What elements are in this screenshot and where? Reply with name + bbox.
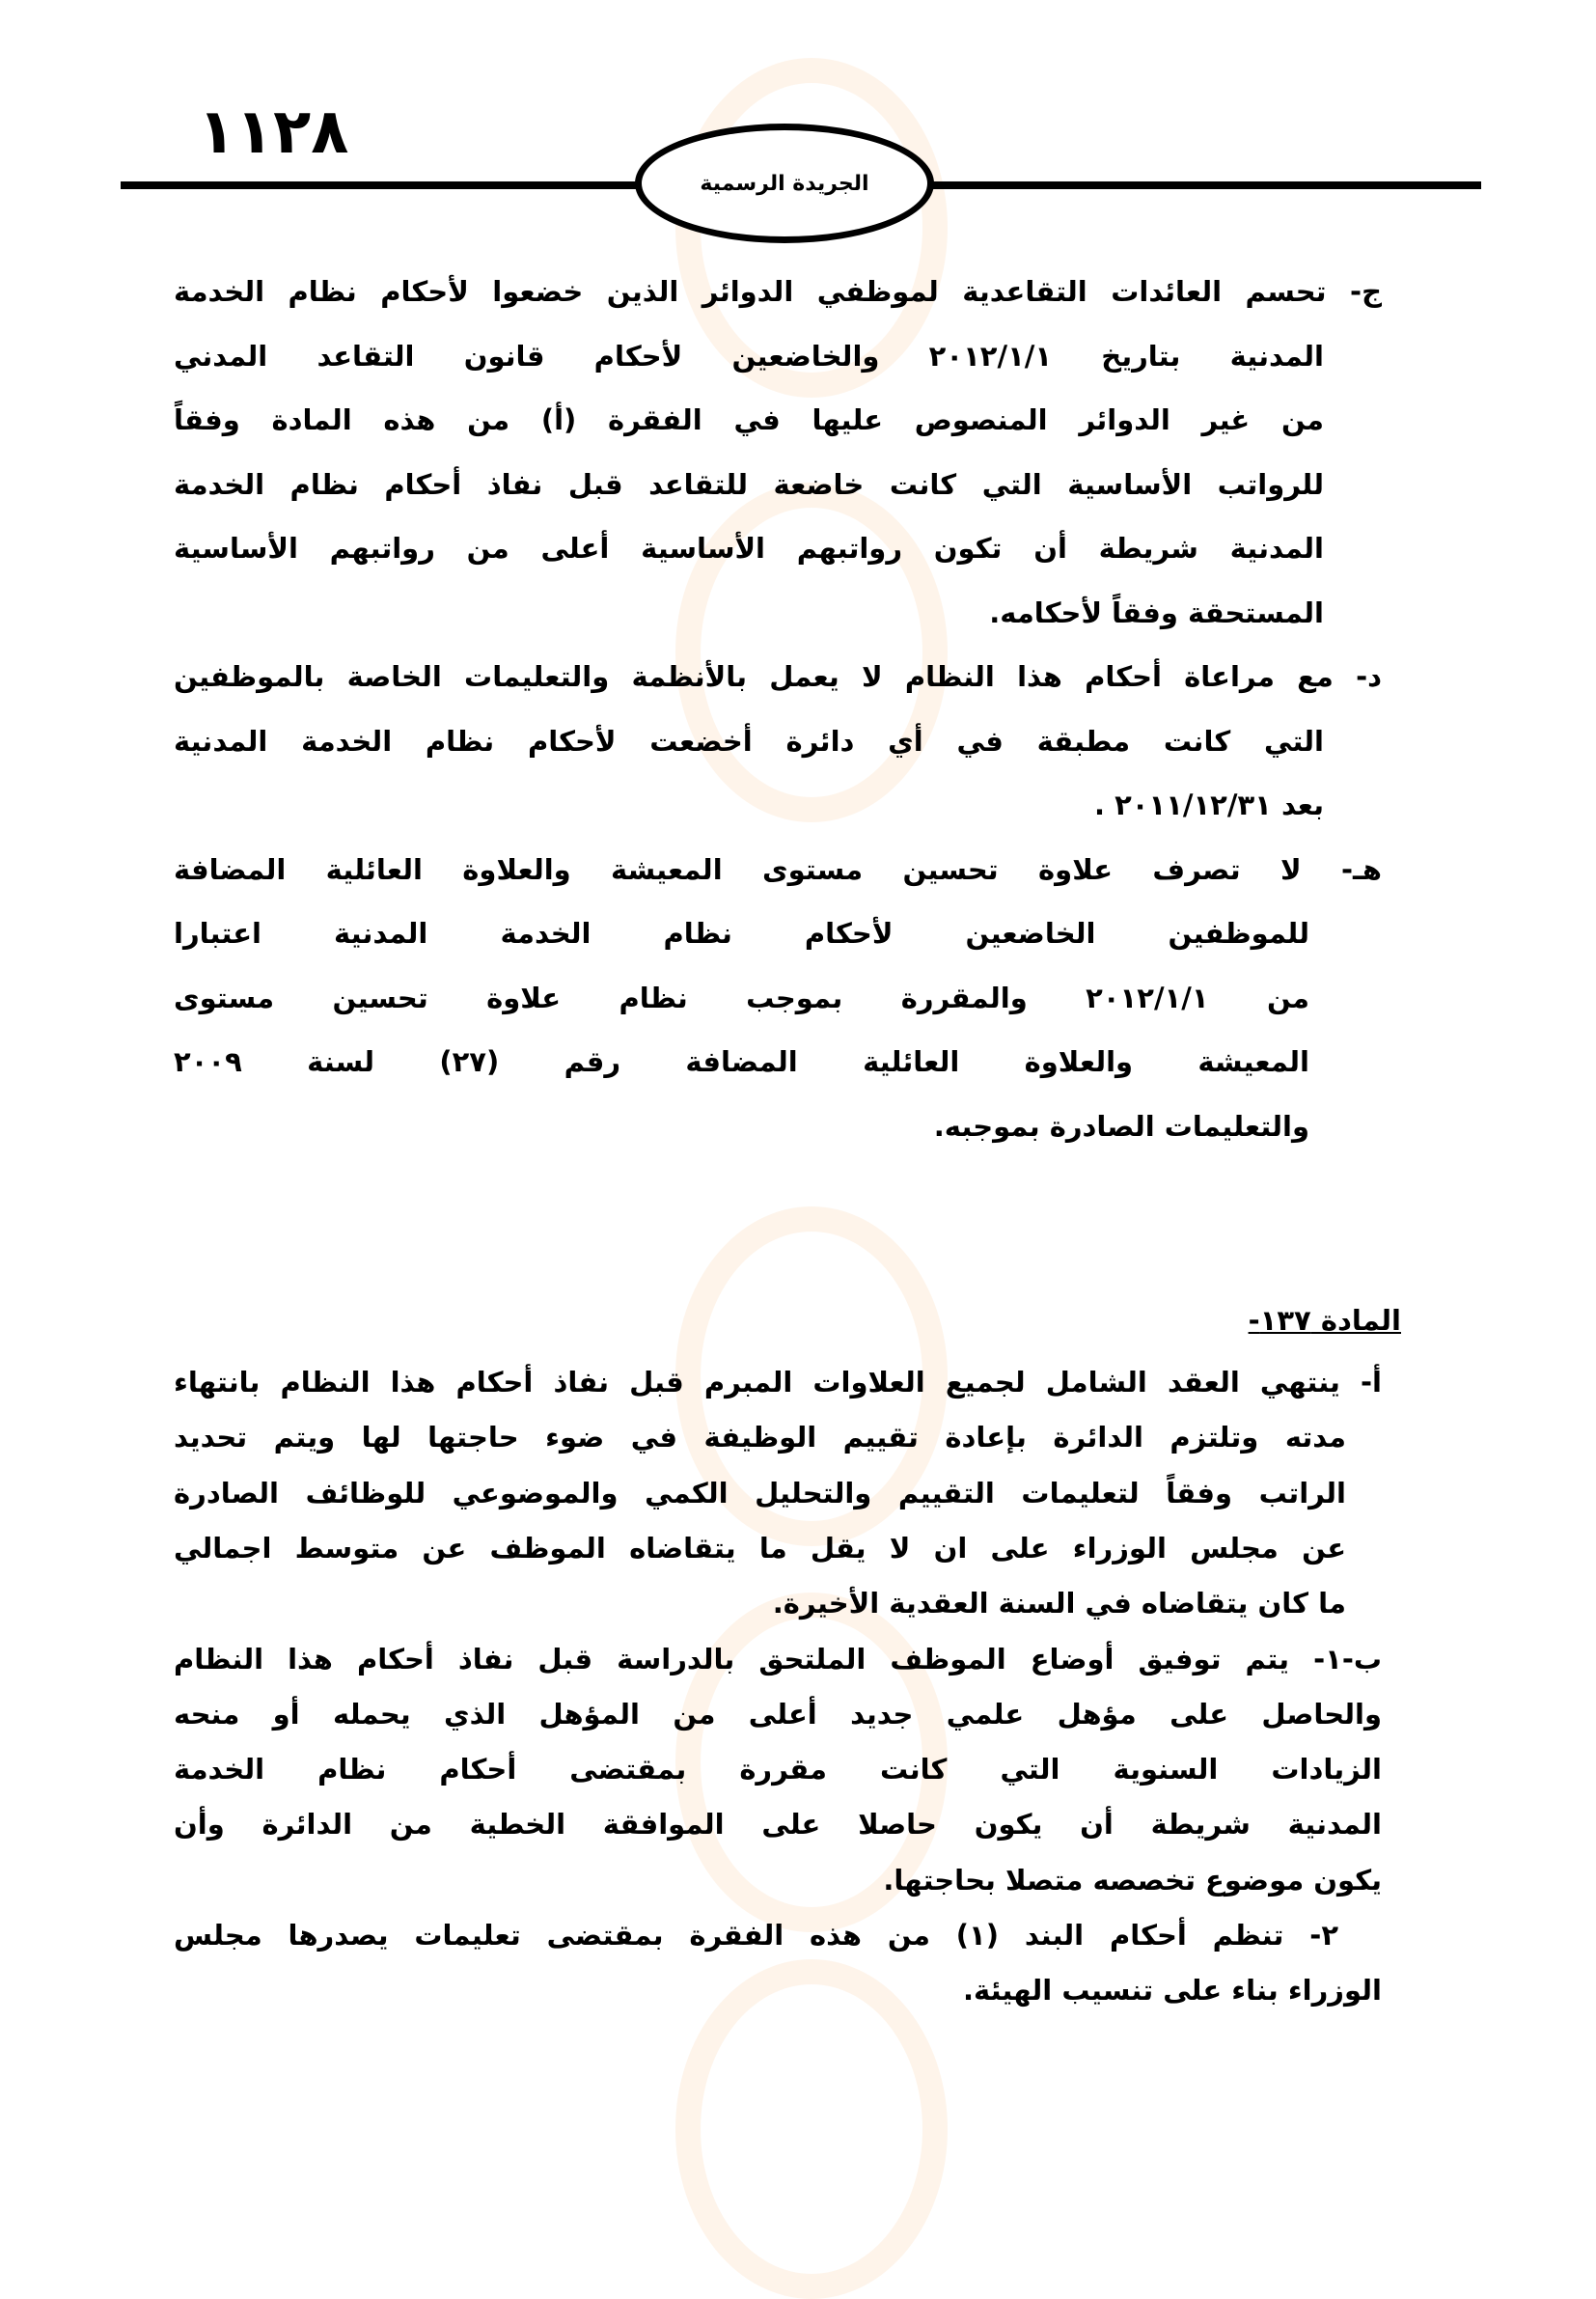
page-number: ١١٢٨ (198, 97, 349, 168)
text-line: ما كان يتقاضاه في السنة العقدية الأخيرة. (772, 1587, 1346, 1620)
text-line: التي كانت مطبقة في أي دائرة أخضعت لأحكام نظام الخدمة المدنية (174, 724, 1324, 758)
text-line: من ٢٠١٢/١/١ والمقررة بموجب نظام علاوة تحسين مستوى (174, 981, 1309, 1014)
gazette-title: الجريدة الرسمية (700, 171, 869, 196)
text-line: المستحقة وفقاً لأحكامه. (989, 596, 1324, 629)
text-line: ٢- تنظم أحكام البند (١) من هذه الفقرة بمقتضى تعليمات يصدرها مجلس (174, 1919, 1338, 1952)
text-line: عن مجلس الوزراء على ان لا يقل ما يتقاضاه الموظف عن متوسط اجمالي (174, 1531, 1346, 1565)
gazette-title-oval (635, 124, 934, 243)
text-line: والحاصل على مؤهل علمي جديد أعلى من المؤهل الذي يحمله أو منحه (174, 1697, 1382, 1731)
text-line: من غير الدوائر المنصوص عليها في الفقرة (أ) من هذه المادة وفقاً (174, 403, 1324, 436)
text-line: المدنية بتاريخ ٢٠١٢/١/١ والخاضعين لأحكام قانون التقاعد المدني (174, 339, 1324, 373)
text-line: الراتب وفقاً لتعليمات التقييم والتحليل الكمي والموضوعي للوظائف الصادرة (174, 1476, 1346, 1510)
text-line: مدته وتلتزم الدائرة بإعادة تقييم الوظيفة في ضوء حاجتها لها ويتم تحديد (174, 1421, 1346, 1454)
text-line: د- مع مراعاة أحكام هذا النظام لا يعمل بالأنظمة والتعليمات الخاصة بالموظفين (174, 660, 1382, 693)
article-heading: المادة ١٣٧- (1248, 1304, 1401, 1337)
text-line: الزيادات السنوية التي كانت مقررة بمقتضى أحكام نظام الخدمة (174, 1753, 1382, 1787)
text-line: ج- تحسم العائدات التقاعدية لموظفي الدوائر الذين خضعوا لأحكام نظام الخدمة (174, 275, 1382, 308)
text-line: والتعليمات الصادرة بموجبه. (933, 1109, 1309, 1143)
text-line: المعيشة والعلاوة العائلية المضافة رقم (٢٧) لسنة ٢٠٠٩ (174, 1045, 1309, 1078)
text-line: الوزراء بناء على تنسيب الهيئة. (962, 1974, 1382, 2008)
text-line: المدنية شريطة أن يكون حاصلا على الموافقة الخطية من الدائرة وأن (174, 1808, 1382, 1842)
text-line: أ- ينتهي العقد الشامل لجميع العلاوات المبرم قبل نفاذ أحكام هذا النظام بانتهاء (174, 1366, 1382, 1399)
text-line: المدنية شريطة أن تكون رواتبهم الأساسية أعلى من رواتبهم الأساسية (174, 532, 1324, 565)
text-line: للرواتب الأساسية التي كانت خاضعة للتقاعد قبل نفاذ أحكام نظام الخدمة (174, 467, 1324, 501)
text-line: هـ- لا تصرف علاوة تحسين مستوى المعيشة والعلاوة العائلية المضافة (174, 852, 1382, 886)
text-line: ب-١- يتم توفيق أوضاع الموظف الملتحق بالدراسة قبل نفاذ أحكام هذا النظام (174, 1642, 1382, 1676)
text-line: للموظفين الخاضعين لأحكام نظام الخدمة المدنية اعتبارا (174, 917, 1309, 950)
text-line: بعد ٢٠١١/١٢/٣١ . (1093, 789, 1324, 821)
text-line: يكون موضوع تخصصه متصلا بحاجتها. (883, 1863, 1382, 1897)
